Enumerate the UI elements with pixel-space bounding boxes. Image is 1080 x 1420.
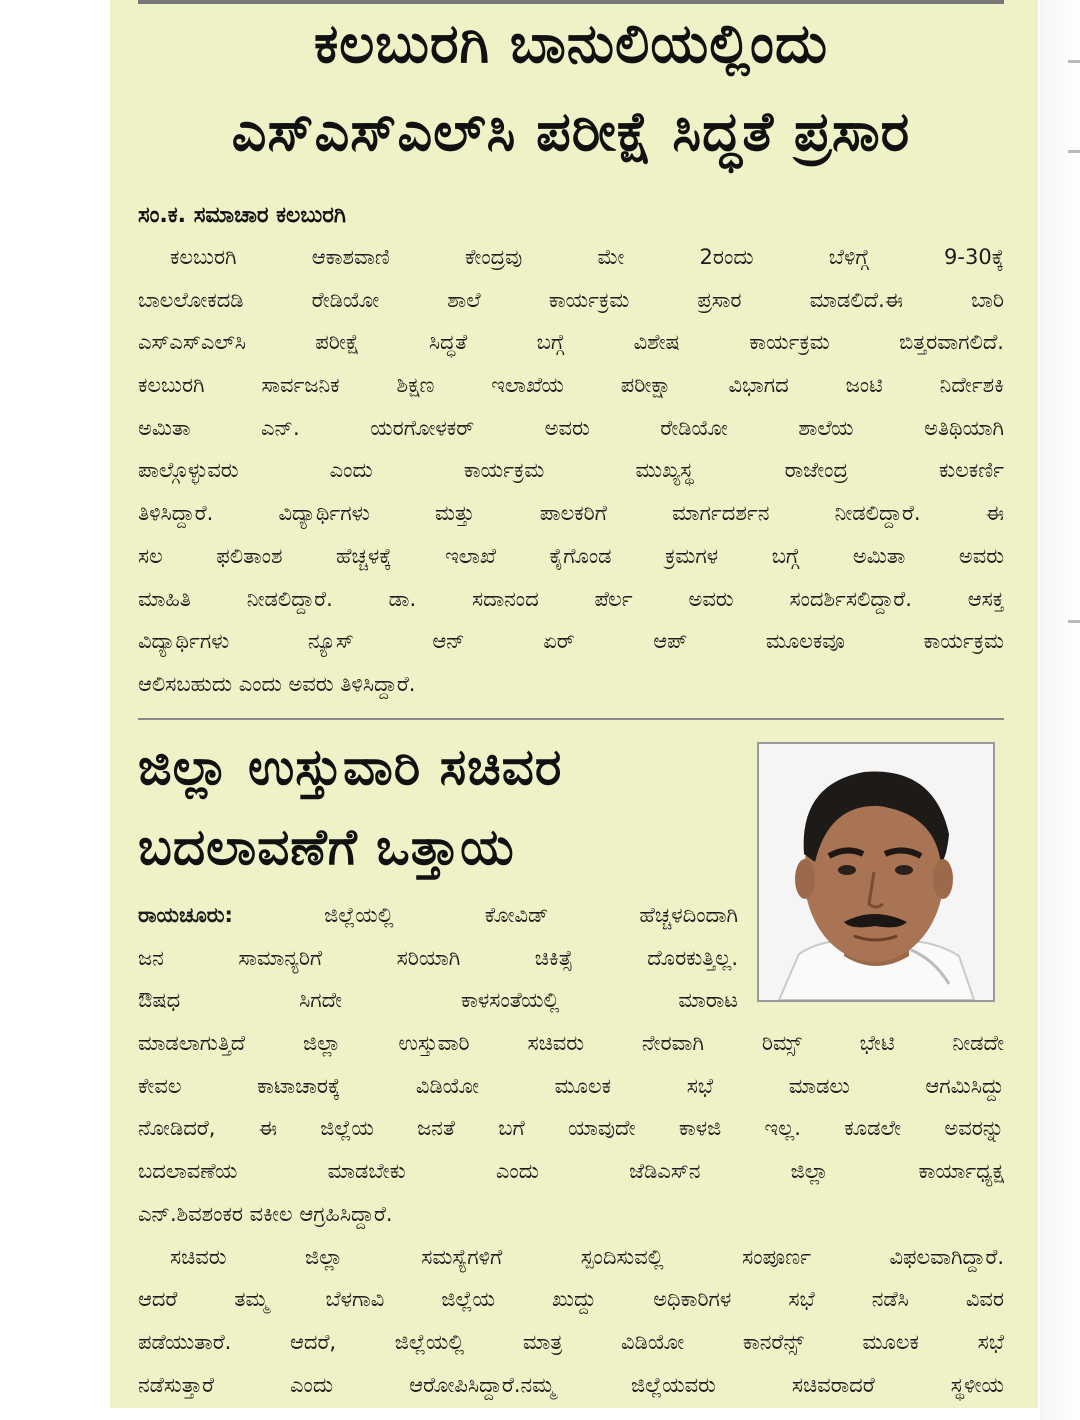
body-line: ಪಡೆಯುತಾರೆ. ಆದರೆ, ಜಿಲ್ಲೆಯಲ್ಲಿ ಮಾತ್ರ ವಿಡಿಯೋ ಕಾನರೆನ್ಸ್ ಮೂಲಕ ಸಭೆ <box>138 1329 1004 1354</box>
article1-headline-line2: ಎಸ್‌ಎಸ್‌ಎಲ್‌ಸಿ ಪರೀಕ್ಷೆ ಸಿದ್ಧತೆ ಪ್ರಸಾರ <box>231 100 911 163</box>
article1-byline: ಸಂ.ಕ. ಸಮಾಚಾರ ಕಲಬುರಗಿ <box>138 203 346 228</box>
body-line: ಅಮಿತಾ ಎನ್. ಯರಗೋಳಕರ್ ಅವರು ರೇಡಿಯೋ ಶಾಲೆಯ ಅತಿಥಿಯಾಗಿ <box>138 415 1004 440</box>
article2-headline-line1: ಜಿಲ್ಲಾ ಉಸ್ತುವಾರಿ ಸಚಿವರ <box>138 738 563 796</box>
edge-mark <box>1068 620 1080 623</box>
body-line: ಎಸ್‌ಎಸ್‌ಎಲ್‌ಸಿ ಪರೀಕ್ಷೆ ಸಿದ್ಧತೆ ಬಗ್ಗೆ ವಿಶೇಷ ಕಾರ್ಯಕ್ರಮ ಬಿತ್ತರವಾಗಲಿದೆ. <box>138 330 1004 355</box>
article-divider <box>138 718 1004 720</box>
article2-body <box>138 894 1004 1406</box>
body-line: ಜನ ಸಾಮಾನ್ಯರಿಗೆ ಸರಿಯಾಗಿ ಚಿಕಿತ್ಸೆ ದೊರಕುತ್ತಿಲ್ಲ. <box>138 945 738 970</box>
edge-mark <box>1068 150 1080 153</box>
body-line: ಮಾಡಲಾಗುತ್ತಿದೆ ಜಿಲ್ಲಾ ಉಸ್ತುವಾರಿ ಸಚಿವರು ನೇರವಾಗಿ ರಿಮ್ಸ್ ಭೇಟಿ ನೀಡದೇ <box>138 1031 1004 1056</box>
body-line: ಆಲಿಸಬಹುದು ಎಂದು ಅವರು ತಿಳಿಸಿದ್ದಾರೆ. <box>138 671 416 696</box>
edge-mark <box>1068 60 1080 63</box>
body-line: ಪಾಲ್ಗೊಳ್ಳುವರು ಎಂದು ಕಾರ್ಯಕ್ರಮ ಮುಖ್ಯಸ್ಥ ರಾಜೇಂದ್ರ ಕುಲಕರ್ಣಿ <box>138 458 1004 483</box>
body-line: ಎನ್.ಶಿವಶಂಕರ ವಕೀಲ ಆಗ್ರಹಿಸಿದ್ದಾರೆ. <box>138 1201 393 1226</box>
article1-body <box>138 236 1004 706</box>
article2-headline-line2: ಬದಲಾವಣೆಗೆ ಒತ್ತಾಯ <box>138 818 515 876</box>
top-rule <box>138 0 1004 4</box>
page-edge <box>1040 0 1080 1420</box>
body-line-text: ಜಿಲ್ಲೆಯಲ್ಲಿ ಕೋವಿಡ್ ಹೆಚ್ಚಳದಿಂದಾಗಿ <box>324 903 738 927</box>
article2-dateline: ರಾಯಚೂರು: <box>138 903 233 927</box>
body-line: ಕಲಬುರಗಿ ಆಕಾಶವಾಣಿ ಕೇಂದ್ರವು ಮೇ 2ರಂದು ಬೆಳಿಗ್ಗೆ 9-30ಕ್ಕೆ <box>170 245 1004 269</box>
body-line-lead <box>138 894 738 937</box>
article1-headline-line1: ಕಲಬುರಗಿ ಬಾನುಲಿಯಲ್ಲಿಂದು <box>313 12 829 75</box>
body-line: ನೋಡಿದರೆ, ಈ ಜಿಲ್ಲೆಯ ಜನತೆ ಬಗೆ ಯಾವುದೇ ಕಾಳಜಿ ಇಲ್ಲ. ಕೂಡಲೇ ಅವರನ್ನು <box>138 1116 1004 1141</box>
body-line: ಆದರೆ ತಮ್ಮ ಬೆಳಗಾವಿ ಜಿಲ್ಲೆಯ ಖುದ್ದು ಅಧಿಕಾರಿಗಳ ಸಭೆ ನಡೆಸಿ ವಿವರ <box>138 1287 1004 1312</box>
body-line: ಬಾಲಲೋಕದಡಿ ರೇಡಿಯೋ ಶಾಲೆ ಕಾರ್ಯಕ್ರಮ ಪ್ರಸಾರ ಮಾಡಲಿದೆ.ಈ ಬಾರಿ <box>138 287 1004 312</box>
body-line: ಕೇವಲ ಕಾಟಾಚಾರಕ್ಕೆ ವಿಡಿಯೋ ಮೂಲಕ ಸಭೆ ಮಾಡಲು ಆಗಮಿಸಿದ್ದು <box>138 1073 1004 1098</box>
body-line: ಕಲಬುರಗಿ ಸಾರ್ವಜನಿಕ ಶಿಕ್ಷಣ ಇಲಾಖೆಯ ಪರೀಕ್ಷಾ ವಿಭಾಗದ ಜಂಟಿ ನಿರ್ದೇಶಕಿ <box>138 373 1004 398</box>
body-line: ತಿಳಿಸಿದ್ದಾರೆ. ವಿದ್ಯಾರ್ಥಿಗಳು ಮತ್ತು ಪಾಲಕರಿಗೆ ಮಾರ್ಗದರ್ಶನ ನೀಡಲಿದ್ದಾರೆ. ಈ <box>138 501 1004 526</box>
body-line: ಸಲ ಫಲಿತಾಂಶ ಹೆಚ್ಚಳಕ್ಕೆ ಇಲಾಖೆ ಕೈಗೊಂಡ ಕ್ರಮಗಳ ಬಗ್ಗೆ ಅಮಿತಾ ಅವರು <box>138 543 1004 568</box>
body-line: ಔಷಧ ಸಿಗದೇ ಕಾಳಸಂತೆಯಲ್ಲಿ ಮಾರಾಟ <box>138 988 738 1013</box>
body-line: ಮಾಹಿತಿ ನೀಡಲಿದ್ದಾರೆ. ಡಾ. ಸದಾನಂದ ಪೆರ್ಲ ಅವರು ಸಂದರ್ಶಿಸಲಿದ್ದಾರೆ. ಆಸಕ್ತ <box>138 586 1004 611</box>
body-line: ನಡೆಸುತ್ತಾರೆ ಎಂದು ಆರೋಪಿಸಿದ್ದಾರೆ.ನಮ್ಮ ಜಿಲ್ಲೆಯವರು ಸಚಿವರಾದರೆ ಸ್ಥಳೀಯ <box>138 1372 1004 1397</box>
body-line: ಸಚಿವರು ಜಿಲ್ಲಾ ಸಮಸ್ಯೆಗಳಿಗೆ ಸ್ಪಂದಿಸುವಲ್ಲಿ ಸಂಪೂರ್ಣ ವಿಫಲವಾಗಿದ್ದಾರೆ. <box>170 1244 1004 1269</box>
body-line: ಬದಲಾವಣೆಯ ಮಾಡಬೇಕು ಎಂದು ಜೆಡಿಎಸ್‌ನ ಜಿಲ್ಲಾ ಕಾರ್ಯಾಧ್ಯಕ್ಷ <box>138 1159 1004 1184</box>
body-line: ವಿದ್ಯಾರ್ಥಿಗಳು ನ್ಯೂಸ್ ಆನ್ ಏರ್ ಆಪ್ ಮೂಲಕವೂ ಕಾರ್ಯಕ್ರಮ <box>138 629 1004 654</box>
